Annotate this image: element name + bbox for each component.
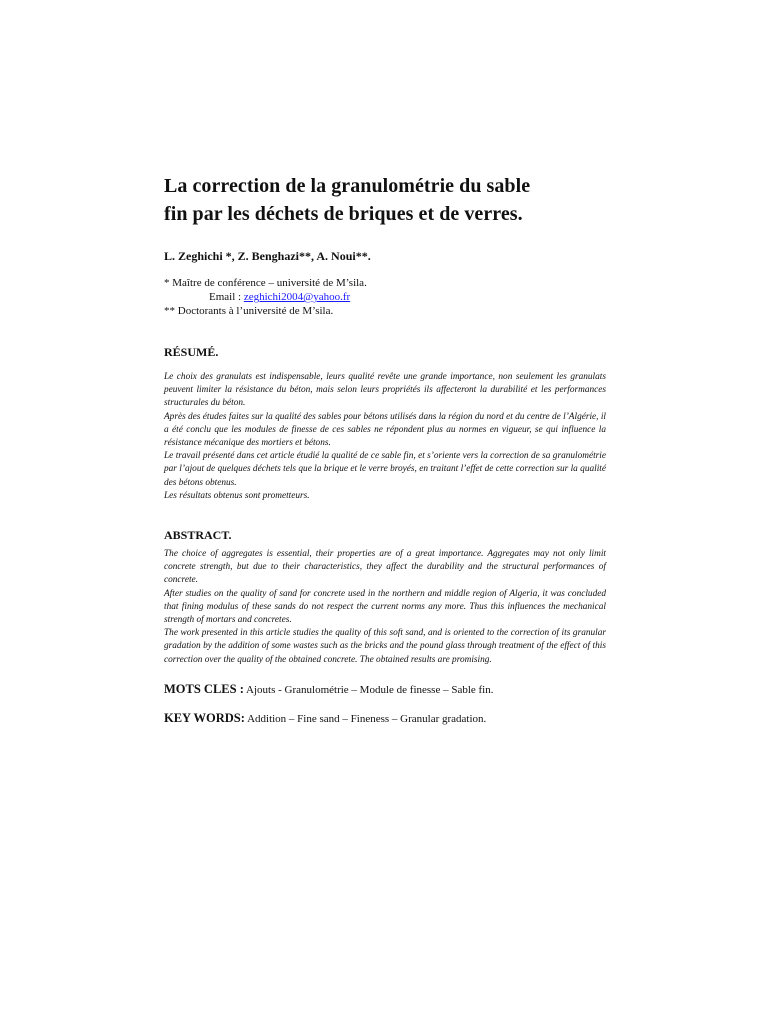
key-words-label: KEY WORDS: bbox=[164, 710, 245, 725]
abstract-paragraph: After studies on the quality of sand for concrete used in the northern and middle region of Algeria, it was concluded that fining modulus of these sands do not respect the current norms any more. Thus this influences the mechanical strength of mortars and concretes. bbox=[164, 588, 606, 626]
affiliations bbox=[164, 276, 606, 318]
affiliation-2: ** Doctorants à l’université de M’sila. bbox=[164, 305, 334, 317]
email-link[interactable]: zeghichi2004@yahoo.fr bbox=[243, 291, 351, 303]
mots-cles-label: MOTS CLES : bbox=[164, 681, 244, 696]
resume-paragraph: Les résultats obtenus sont prometteurs. bbox=[164, 490, 310, 501]
resume-paragraph: Le choix des granulats est indispensable, leurs qualité revête une grande importance, non seulement les granulats peuvent limiter la résistance du béton, mais selon leurs propriétés ils affecteront la durabilité et les performances structurales du béton. bbox=[164, 372, 606, 409]
key-words-value: Addition – Fine sand – Fineness – Granular gradation. bbox=[244, 712, 487, 725]
title-line-1: La correction de la granulométrie du sable bbox=[164, 175, 531, 197]
abstract-paragraph: The work presented in this article studies the quality of this soft sand, and is oriented to the correction of its granular gradation by the addition of some wastes such as the bricks and the pound glass through treatment of the effect of this correction over the quality of the obtained concrete. The obtained results are promising. bbox=[164, 628, 606, 665]
resume-heading: RÉSUMÉ. bbox=[164, 345, 219, 359]
email-label: Email : bbox=[209, 291, 244, 303]
resume-body bbox=[164, 371, 606, 503]
abstract-body bbox=[164, 548, 606, 667]
resume-paragraph: Après des études faites sur la qualité des sables pour bétons utilisés dans la région du nord et du centre de l’Algérie, il a été conclu que les modules de finesse de ces sables ne répondent plus au normes en vigueur, se qui influence la résistance mécanique des mortiers et bétons. bbox=[164, 411, 606, 449]
mots-cles bbox=[164, 681, 606, 698]
paper-page bbox=[164, 172, 606, 727]
email-line bbox=[164, 290, 606, 304]
author-list: L. Zeghichi *, Z. Benghazi**, A. Noui**. bbox=[164, 249, 371, 263]
affiliation-1: * Maître de conférence – université de M’sila. bbox=[164, 277, 367, 289]
abstract-paragraph: The choice of aggregates is essential, their properties are of a great importance. Aggregates may not only limit concrete strength, but due to their characteristics, they affect the durability and the structural performances of concrete. bbox=[164, 549, 606, 586]
mots-cles-value: Ajouts - Granulométrie – Module de finesse – Sable fin. bbox=[243, 683, 494, 696]
abstract-heading: ABSTRACT. bbox=[164, 528, 232, 543]
resume-paragraph: Le travail présenté dans cet article étudié la qualité de ce sable fin, et s’oriente vers la correction de sa granulométrie par l’ajout de quelques déchets tels que la brique et le verre broyés, en traitant l’effet de cette correction sur la qualité des bétons obtenus. bbox=[164, 451, 606, 488]
title-line-2: fin par les déchets de briques et de verres. bbox=[164, 203, 523, 225]
paper-title bbox=[164, 172, 606, 228]
key-words bbox=[164, 710, 606, 727]
